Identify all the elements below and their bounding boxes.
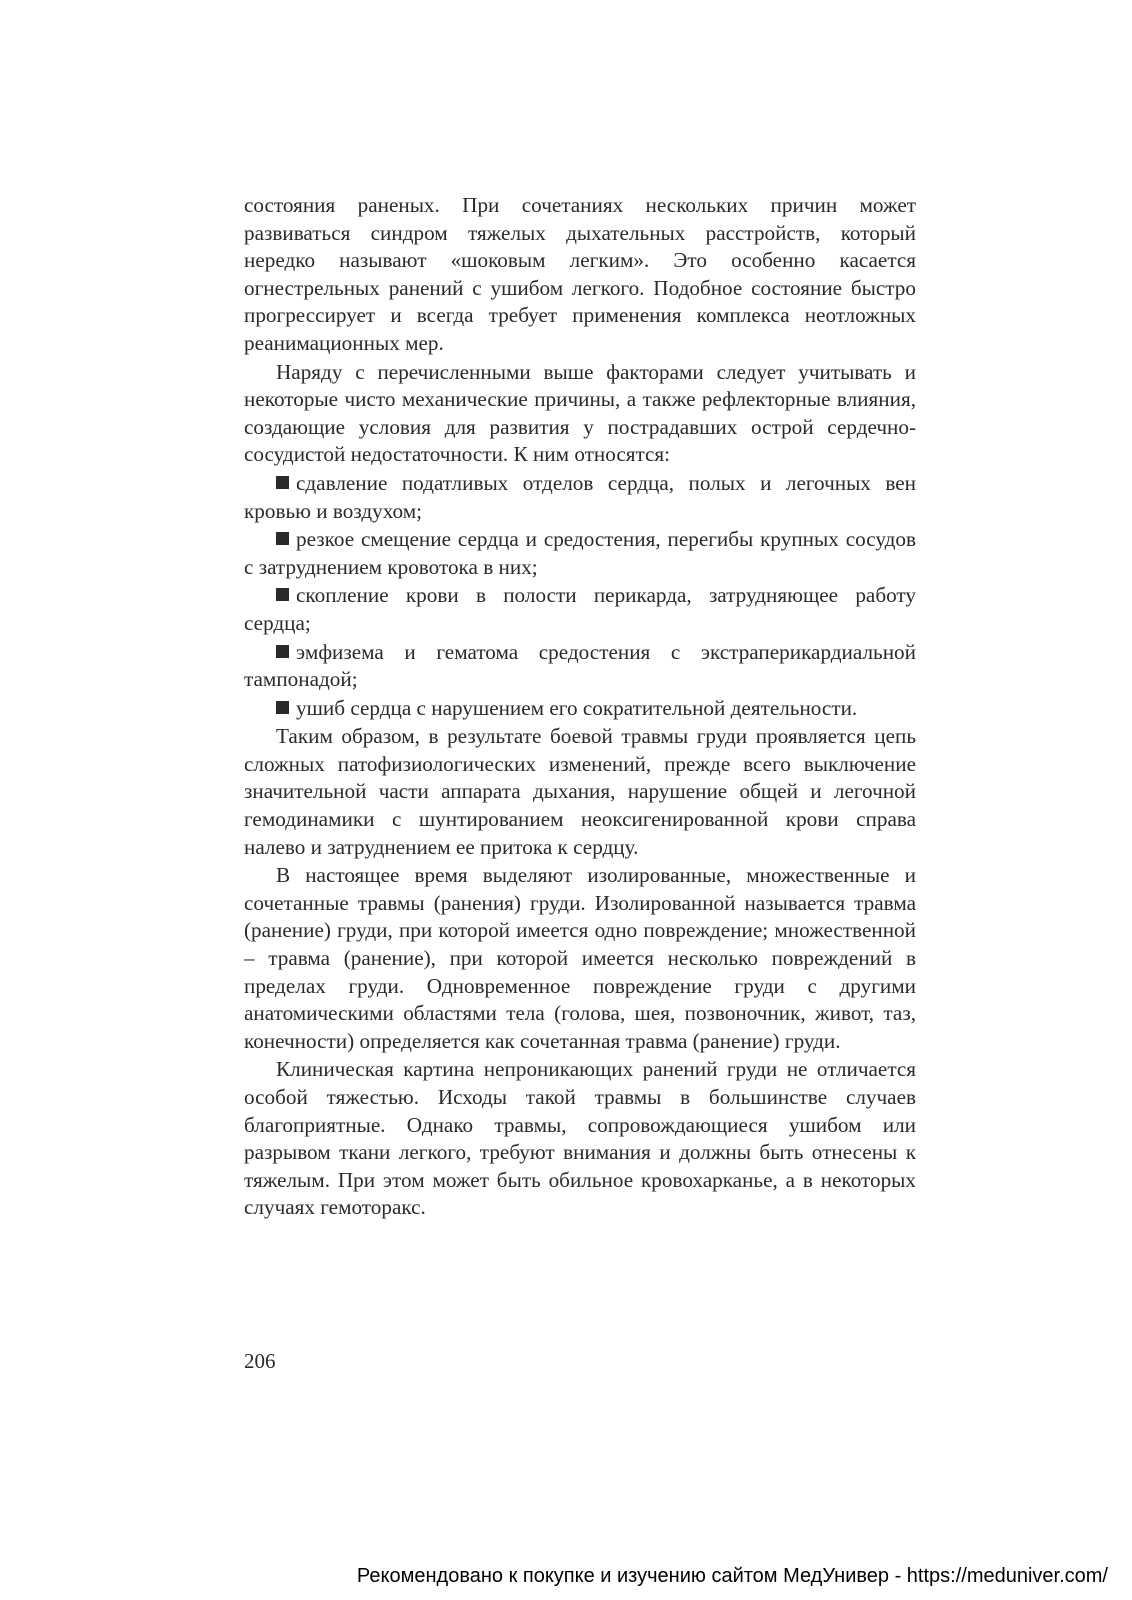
bullet-item — [244, 695, 916, 723]
square-bullet-icon — [276, 588, 289, 601]
page-number: 206 — [244, 1349, 276, 1373]
bullet-item-text: эмфизема и гематома средостения с экстраперикардиальной тампонадой; — [244, 639, 916, 692]
bullet-item-text: сдавление податливых отделов сердца, полых и легочных вен кровью и воздухом; — [244, 470, 916, 523]
paragraph-classification: В настоящее время выделяют изолированные, множественные и сочетанные травмы (ранения) груди. Изолированной называется травма (ранение) груди, при которой имеется одно повреждение; множественной – травма (ранение), при которой имеется несколько повреждений в пределах груди. Одновременное повреждение груди с другими анатомическими областями тела (голова, шея, позвоночник, живот, таз, конечности) определяется как сочетанная травма (ранение) груди. — [244, 863, 916, 1053]
paragraph-summary: Таким образом, в результате боевой травмы груди проявляется цепь сложных патофизиологических изменений, прежде всего выключение значительной части аппарата дыхания, нарушение общей и легочной гемодинамики с шунтированием неоксигенированной крови справа налево и затруднением ее притока к сердцу. — [244, 724, 916, 859]
bullet-item-text: резкое смещение сердца и средостения, перегибы крупных сосудов с затруднением кровотока в них; — [244, 527, 916, 579]
square-bullet-icon — [276, 645, 289, 658]
bullet-item — [244, 526, 916, 581]
bullet-item-text: скопление крови в полости перикарда, затрудняющее работу сердца; — [244, 583, 916, 635]
bullet-item — [244, 470, 916, 525]
bullet-item — [244, 639, 916, 694]
footer-recommendation: Рекомендовано к покупке и изучению сайтом МедУнивер - https://meduniver.com/ — [356, 1565, 1108, 1587]
bullet-item-text: ушиб сердца с нарушением его сократительной деятельности. — [296, 695, 858, 720]
square-bullet-icon — [276, 532, 289, 545]
paragraph-continuation: состояния раненых. При сочетаниях нескольких причин может развиваться синдром тяжелых дыхательных расстройств, который нередко называют «шоковым легким». Это особенно касается огнестрельных ранений с ушибом легкого. Подобное состояние быстро прогрессирует и всегда требует применения комплекса неотложных реанимационных мер. — [244, 193, 916, 355]
square-bullet-icon — [276, 476, 289, 489]
paragraph-clinical-picture: Клиническая картина непроникающих ранений груди не отличается особой тяжестью. Исходы такой травмы в большинстве случаев благоприятные. Однако травмы, сопровождающиеся ушибом или разрывом ткани легкого, требуют внимания и должны быть отнесены к тяжелым. При этом может быть обильное кровохарканье, а в некоторых случаях гемоторакс. — [244, 1057, 916, 1220]
bullet-item — [244, 582, 916, 637]
paragraph-mechanical-causes: Наряду с перечисленными выше факторами следует учитывать и некоторые чисто механические причины, а также рефлекторные влияния, создающие условия для развития у пострадавших острой сердечно-сосудистой недостаточности. К ним относятся: — [244, 359, 916, 467]
body-text — [244, 192, 916, 1223]
square-bullet-icon — [276, 701, 289, 714]
